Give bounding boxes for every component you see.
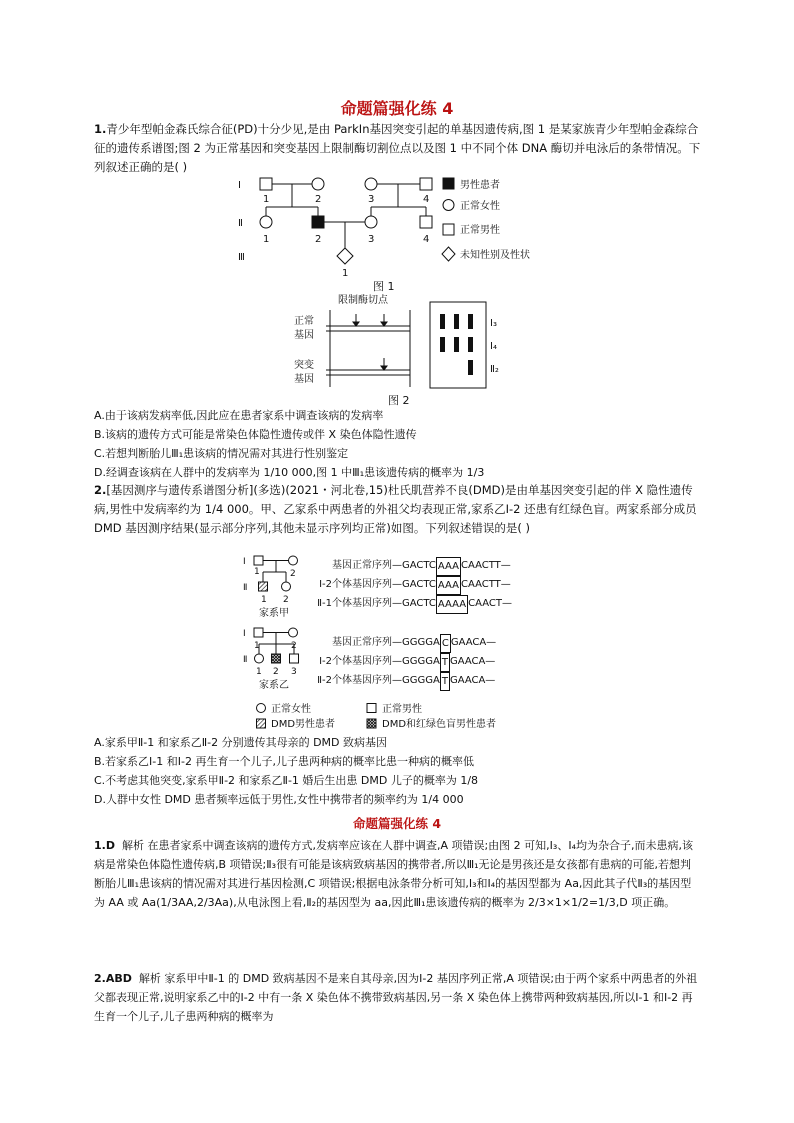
option-2C: C.不考虑其他突变,家系甲Ⅱ-2 和家系乙Ⅱ-1 婚后生出患 DMD 儿子的概率为 1/8 xyxy=(94,774,479,787)
page-title: 命题篇强化练 4 xyxy=(340,99,454,118)
svg-text:DMD男性患者: DMD男性患者 xyxy=(271,719,336,730)
svg-text:突变: 突变 xyxy=(294,360,314,371)
svg-text:正常男性: 正常男性 xyxy=(460,225,500,236)
svg-text:1: 1 xyxy=(256,667,262,677)
option-1A: A.由于该病发病率低,因此应在患者家系中调查该病的发病率 xyxy=(94,409,384,422)
answer-1-text: 解析 在患者家系中调查该病的遗传方式,发病率应该在人群中调查,A 项错误;由图 2 可知,Ⅰ₃、Ⅰ₄均为杂合子,而未患病,该病是常染色体隐性遗传病,B 项错误;Ⅱ₃很有可能是该病致病基因的携带者,所以Ⅲ₁无论是男孩还是女孩都有患病的可能,若想判断胎儿Ⅲ₁患该病的情况需对其进行基因检测,C 项错误;根据电泳条带分析可知,Ⅰ₃和Ⅰ₄的基因型都为 Aa,因此其子代Ⅱ₃的基因型为 AA 或 Aa(1/3AA,2/3Aa),从电泳图上看,Ⅱ₂的基因型为 aa,因此Ⅲ₁患该遗传病的概率为 2/3×1×1/2=1/3,D 项正确。 xyxy=(94,839,693,909)
legend-unknown-icon xyxy=(442,247,455,261)
pedigree-II4-male xyxy=(420,216,432,228)
answer-1 xyxy=(94,836,702,912)
gen-label-I: Ⅰ xyxy=(238,180,241,191)
legend-normal-female-icon xyxy=(443,200,454,211)
svg-text:正常女性: 正常女性 xyxy=(271,704,311,715)
svg-text:DMD和红绿色盲男性患者: DMD和红绿色盲男性患者 xyxy=(382,719,497,730)
family-b-II2-dmd-colorblind-male xyxy=(272,654,281,663)
seq-a-row-0: 基因正常序列 —GACTC AAA CAACTT— xyxy=(300,557,580,576)
seq-b-row-0: 基因正常序列 —GGGGA C GAACA— xyxy=(300,634,580,653)
pedigree-I1-male xyxy=(260,178,272,190)
svg-text:4: 4 xyxy=(423,194,430,205)
question-2 xyxy=(94,481,704,538)
legend-normal-male-icon xyxy=(443,224,454,235)
svg-text:1: 1 xyxy=(254,567,260,577)
pedigree-III1-unknown xyxy=(337,248,353,264)
question-1-options xyxy=(94,406,704,482)
svg-text:Ⅱ: Ⅱ xyxy=(243,655,248,665)
svg-text:2: 2 xyxy=(273,667,279,677)
svg-text:正常女性: 正常女性 xyxy=(460,201,500,212)
svg-text:2: 2 xyxy=(291,641,297,651)
seq-a-row-1: Ⅰ-2个体基因序列 —GACTC AAA CAACTT— xyxy=(300,576,580,595)
svg-text:Ⅰ: Ⅰ xyxy=(243,629,246,639)
sequence-block-a xyxy=(300,557,580,614)
question-2-text: [基因测序与遗传系谱图分析](多选)(2021・河北卷,15)杜氏肌营养不良(DMD)是由单基因突变引起的伴 X 隐性遗传病,男性中发病率约为 1/4 000。甲、乙家系中两患者的外祖父均表现正常,家系乙Ⅰ-2 还患有红绿色盲。两家系部分成员 DMD 基因测序结果(显示部分序列,其他未显示序列均正常)如图。下列叙述错误的是( ) xyxy=(94,483,697,535)
svg-text:Ⅰ: Ⅰ xyxy=(243,557,246,567)
answer-1-key: 1.D xyxy=(94,839,115,852)
pedigree-II1-female xyxy=(260,216,272,228)
svg-text:Ⅱ₂: Ⅱ₂ xyxy=(490,364,499,375)
family-a-II1-dmd-male xyxy=(259,582,268,591)
svg-text:限制酶切点: 限制酶切点 xyxy=(338,295,388,306)
svg-text:1: 1 xyxy=(342,268,349,279)
question-2-number: 2. xyxy=(94,483,107,497)
question-1-number: 1. xyxy=(94,122,107,136)
svg-text:1: 1 xyxy=(263,194,270,205)
figure-1-caption: 图 1 xyxy=(373,280,395,293)
question-1 xyxy=(94,120,704,177)
pedigree-I2-female xyxy=(312,178,324,190)
legend-affected-male-icon xyxy=(443,178,454,189)
option-2A: A.家系甲Ⅱ-1 和家系乙Ⅱ-2 分别遗传其母亲的 DMD 致病基因 xyxy=(94,736,388,749)
gen-label-III: Ⅲ xyxy=(238,252,245,263)
family-a-label: 家系甲 xyxy=(259,608,289,619)
svg-text:基因: 基因 xyxy=(294,330,314,341)
svg-text:2: 2 xyxy=(315,234,322,245)
figure-2-caption: 图 2 xyxy=(388,394,410,407)
family-b-label: 家系乙 xyxy=(259,680,289,691)
svg-text:3: 3 xyxy=(368,234,375,245)
svg-text:正常: 正常 xyxy=(294,316,314,327)
gen-label-II: Ⅱ xyxy=(238,218,243,229)
figure-2-gel xyxy=(290,292,530,410)
seq-a-row-2: Ⅱ-1个体基因序列 —GACTC AAAA CAACT— xyxy=(300,595,580,614)
question-1-text: 青少年型帕金森氏综合征(PD)十分少见,是由 ParkIn基因突变引起的单基因遗传病,图 1 是某家族青少年型帕金森综合征的遗传系谱图;图 2 为正常基因和突变基因上限制酶切割位点以及图 1 中不同个体 DNA 酶切并电泳后的条带情况。下列叙述正确的是( ) xyxy=(94,122,701,174)
pedigree-II2-affected-male xyxy=(312,216,324,228)
option-2B: B.若家系乙Ⅰ-1 和Ⅰ-2 再生育一个儿子,儿子患两种病的概率比患一种病的概率低 xyxy=(94,755,474,768)
option-1C: C.若想判断胎儿Ⅲ₁患该病的情况需对其进行性别鉴定 xyxy=(94,447,349,460)
svg-text:2: 2 xyxy=(315,194,322,205)
answer-2 xyxy=(94,969,702,1026)
svg-text:1: 1 xyxy=(261,595,267,605)
svg-text:2: 2 xyxy=(290,569,296,579)
sequence-block-b xyxy=(300,634,580,691)
pedigree-I4-male xyxy=(420,178,432,190)
svg-text:正常男性: 正常男性 xyxy=(382,704,422,715)
svg-text:3: 3 xyxy=(368,194,375,205)
svg-text:Ⅰ₃: Ⅰ₃ xyxy=(490,318,497,329)
svg-text:男性患者: 男性患者 xyxy=(460,180,500,191)
svg-text:2: 2 xyxy=(283,595,289,605)
svg-text:3: 3 xyxy=(291,667,297,677)
seq-b-row-2: Ⅱ-2个体基因序列 —GGGGA T GAACA— xyxy=(300,672,580,691)
svg-text:1: 1 xyxy=(263,234,270,245)
option-2D: D.人群中女性 DMD 患者频率远低于男性,女性中携带者的频率约为 1/4 000 xyxy=(94,793,464,806)
svg-text:1: 1 xyxy=(254,641,260,651)
option-1B: B.该病的遗传方式可能是常染色体隐性遗传或伴 X 染色体隐性遗传 xyxy=(94,428,417,441)
option-1D: D.经调查该病在人群中的发病率为 1/10 000,图 1 中Ⅲ₁患该遗传病的概率为 1/3 xyxy=(94,466,485,479)
svg-text:Ⅰ₄: Ⅰ₄ xyxy=(490,341,497,352)
svg-text:基因: 基因 xyxy=(294,374,314,385)
svg-text:4: 4 xyxy=(423,234,430,245)
pedigree-II3-female xyxy=(365,216,377,228)
answer-2-key: 2.ABD xyxy=(94,972,132,985)
answer-2-text: 解析 家系甲中Ⅱ-1 的 DMD 致病基因不是来自其母亲,因为Ⅰ-2 基因序列正常,A 项错误;由于两个家系中两患者的外祖父都表现正常,说明家系乙中的Ⅰ-2 中有一条 X 染色体不携带致病基因,另一条 X 染色体上携带两种致病基因,所以Ⅰ-1 和Ⅰ-2 再生育一个儿子,儿子患两种病的概率为 xyxy=(94,972,698,1023)
seq-b-row-1: Ⅰ-2个体基因序列 —GGGGA T GAACA— xyxy=(300,653,580,672)
pedigree-I3-female xyxy=(365,178,377,190)
question-2-options xyxy=(94,733,704,809)
figure-1-pedigree xyxy=(230,172,560,294)
gel-bands xyxy=(440,314,473,375)
answers-title: 命题篇强化练 4 xyxy=(352,816,442,831)
svg-text:Ⅱ: Ⅱ xyxy=(243,583,248,593)
svg-text:未知性别及性状: 未知性别及性状 xyxy=(460,250,530,261)
